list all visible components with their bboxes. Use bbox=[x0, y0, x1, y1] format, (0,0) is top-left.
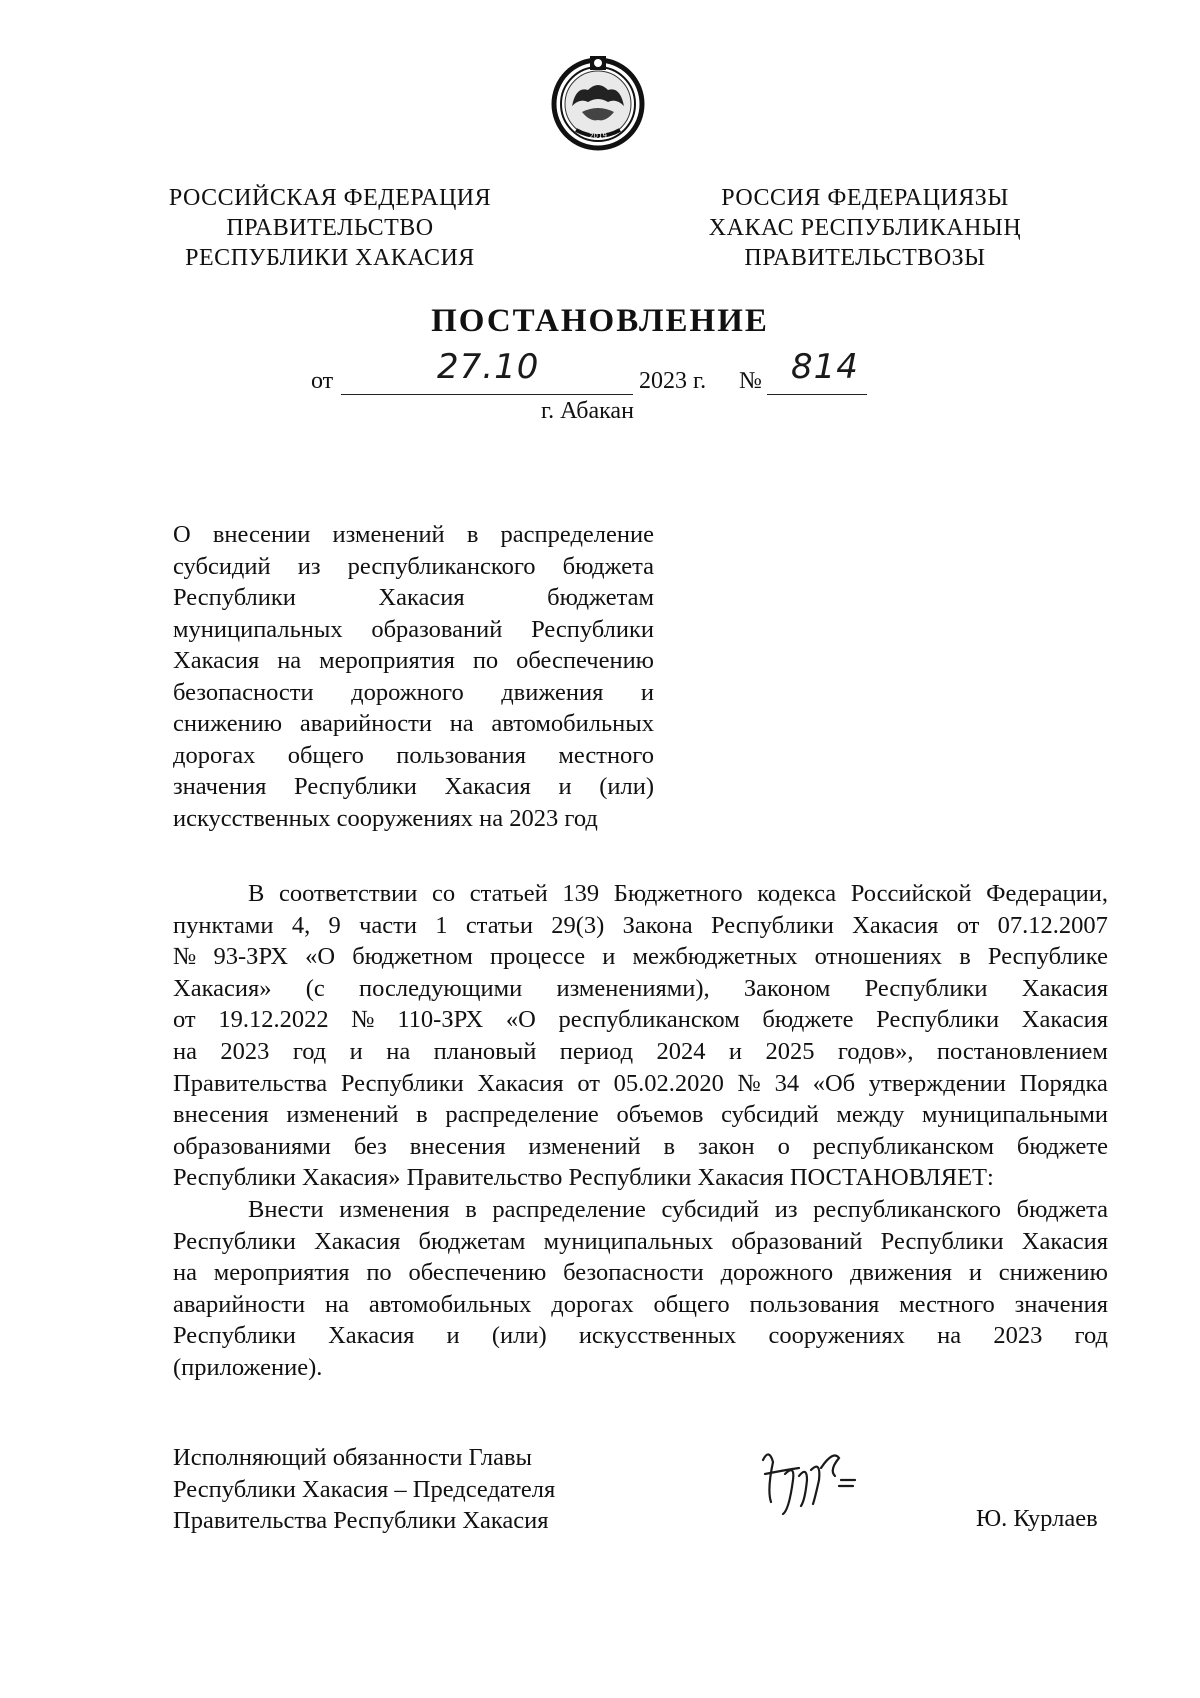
header-left bbox=[160, 183, 500, 273]
word: 93-ЗРХ bbox=[213, 943, 289, 971]
word: статьи bbox=[465, 911, 533, 939]
subject-line bbox=[173, 645, 654, 677]
word: движения bbox=[501, 678, 604, 706]
body-line bbox=[173, 1226, 1108, 1258]
word: дорожного bbox=[351, 678, 464, 706]
word: изменений bbox=[528, 1132, 641, 1160]
body-line: Республики Хакасия» Правительство Республики Хакасия ПОСТАНОВЛЯЕТ: bbox=[173, 1164, 994, 1192]
word: части bbox=[359, 911, 417, 939]
body-line bbox=[173, 1289, 1108, 1321]
word: о bbox=[777, 1132, 790, 1160]
word: год bbox=[1074, 1322, 1108, 1350]
word: бюджетам bbox=[547, 584, 654, 611]
header-left-line-1: РОССИЙСКАЯ ФЕДЕРАЦИЯ bbox=[168, 185, 492, 211]
word: в bbox=[663, 1132, 676, 1160]
body-line bbox=[173, 941, 1108, 973]
word: Законом bbox=[743, 974, 831, 1002]
word: изменениями), bbox=[556, 974, 710, 1002]
word: 4, bbox=[291, 911, 311, 939]
word: дорогах bbox=[551, 1290, 634, 1318]
body-text bbox=[173, 878, 1108, 1384]
svg-text:2019: 2019 bbox=[589, 132, 607, 140]
word: «О bbox=[305, 943, 336, 971]
word: дорожного bbox=[720, 1259, 834, 1287]
word: от bbox=[173, 1006, 196, 1034]
word: 2023 bbox=[220, 1037, 270, 1065]
word: от bbox=[577, 1069, 600, 1097]
word: Хакасия bbox=[1021, 1227, 1108, 1255]
word: на bbox=[386, 1037, 411, 1065]
word: со bbox=[432, 880, 456, 907]
word: Закона bbox=[622, 911, 693, 939]
word: распределение bbox=[445, 1101, 599, 1129]
number-label: № bbox=[739, 368, 762, 394]
word: изменений bbox=[286, 1101, 399, 1129]
word: бюджета bbox=[562, 552, 654, 580]
word: (с bbox=[305, 974, 325, 1002]
word: бюджете bbox=[762, 1006, 854, 1034]
word: внесения bbox=[409, 1132, 506, 1160]
subject-line bbox=[173, 614, 654, 646]
word: В bbox=[248, 880, 265, 907]
word: республиканского bbox=[813, 1195, 1001, 1223]
word: 9 bbox=[328, 911, 341, 939]
word: отношениях bbox=[814, 943, 943, 971]
word: пунктами bbox=[173, 911, 274, 939]
word: между bbox=[836, 1101, 905, 1129]
word: 2025 bbox=[765, 1037, 815, 1065]
word: Хакасия bbox=[378, 584, 465, 611]
word: безопасности bbox=[563, 1259, 704, 1287]
body-line bbox=[173, 1036, 1108, 1068]
word: образований bbox=[731, 1227, 863, 1255]
word: пользования bbox=[749, 1290, 880, 1318]
word: Внести bbox=[248, 1195, 324, 1223]
word: на bbox=[324, 1290, 349, 1318]
subject-line-text: искусственных сооружениях на 2023 год bbox=[173, 804, 598, 832]
word: статьей bbox=[469, 880, 548, 907]
word: Республики bbox=[294, 773, 417, 800]
word: мероприятия bbox=[319, 647, 455, 674]
word: 139 bbox=[562, 880, 600, 907]
word: в bbox=[416, 1101, 428, 1129]
word: Хакасия bbox=[173, 647, 260, 674]
header-right-line-2: ХАКАС РЕСПУБЛИКАНЫҢ bbox=[708, 215, 1022, 241]
word: республиканского bbox=[347, 552, 536, 580]
word: № bbox=[173, 943, 197, 971]
year-label: 2023 г. bbox=[639, 368, 707, 394]
word: соответствии bbox=[278, 880, 418, 907]
document-title: ПОСТАНОВЛЕНИЕ bbox=[431, 303, 769, 339]
word: «Об bbox=[812, 1069, 856, 1097]
word: движения bbox=[849, 1259, 953, 1287]
word: образований bbox=[371, 615, 503, 643]
word: муниципальными bbox=[922, 1101, 1108, 1129]
word: местного bbox=[899, 1290, 995, 1318]
subject-line bbox=[173, 677, 654, 709]
word: и bbox=[602, 943, 616, 971]
word: сооружениях bbox=[768, 1322, 905, 1350]
body-line bbox=[173, 1099, 1108, 1131]
body-line bbox=[173, 1068, 1108, 1100]
word: 05.02.2020 bbox=[613, 1069, 724, 1097]
word: на bbox=[449, 710, 474, 737]
word: 2024 bbox=[656, 1037, 706, 1065]
word: Республики bbox=[531, 615, 654, 643]
body-line bbox=[173, 1257, 1108, 1289]
word: значения bbox=[173, 773, 267, 800]
word: Республики bbox=[340, 1069, 464, 1097]
city-label: г. Абакан bbox=[541, 398, 634, 424]
word: Хакасия bbox=[314, 1227, 401, 1255]
word: на bbox=[937, 1322, 962, 1350]
word: Республики bbox=[864, 974, 988, 1002]
word: Хакасия bbox=[444, 773, 531, 800]
word: изменений bbox=[332, 521, 445, 548]
word: закон bbox=[698, 1132, 755, 1160]
word: распределение bbox=[492, 1195, 646, 1223]
word: годов», bbox=[837, 1037, 914, 1065]
word: бюджета bbox=[1016, 1195, 1108, 1223]
body-line: (приложение). bbox=[173, 1353, 323, 1381]
word: из bbox=[297, 552, 321, 580]
word: постановлением bbox=[936, 1037, 1108, 1065]
header-right-line-3: ПРАВИТЕЛЬСТВОЗЫ bbox=[744, 245, 986, 271]
word: и bbox=[640, 678, 654, 706]
word: Республики bbox=[880, 1227, 1004, 1255]
word: образованиями bbox=[173, 1132, 331, 1160]
word: республиканском bbox=[558, 1006, 740, 1034]
word: пользования bbox=[396, 741, 527, 769]
word: на bbox=[277, 647, 302, 674]
word: республиканском bbox=[812, 1132, 994, 1160]
word: бюджете bbox=[1016, 1132, 1108, 1160]
word: плановый bbox=[433, 1037, 537, 1065]
header-left-line-2: ПРАВИТЕЛЬСТВО bbox=[226, 215, 434, 241]
subject-line bbox=[173, 708, 654, 740]
word: последующими bbox=[359, 974, 523, 1002]
subject-line bbox=[173, 771, 654, 803]
word: общего bbox=[653, 1290, 730, 1318]
word: Республики bbox=[173, 1227, 296, 1255]
word: Российской bbox=[850, 880, 972, 907]
word: в bbox=[959, 943, 971, 971]
word: на bbox=[173, 1259, 197, 1287]
word: автомобильных bbox=[368, 1290, 532, 1318]
word: Республики bbox=[710, 911, 834, 939]
word: 1 bbox=[435, 911, 448, 939]
date-underline bbox=[341, 394, 633, 395]
word: по bbox=[472, 647, 499, 674]
signatory-position bbox=[173, 1442, 555, 1537]
word: безопасности bbox=[173, 678, 314, 706]
word: искусственных bbox=[578, 1322, 737, 1350]
word: обеспечению bbox=[516, 647, 654, 674]
word: от bbox=[956, 911, 980, 939]
word: местного bbox=[558, 741, 654, 769]
word: 110-ЗРХ bbox=[397, 1006, 484, 1034]
word: № bbox=[737, 1069, 761, 1097]
word: муниципальных bbox=[173, 615, 343, 643]
word: О bbox=[173, 521, 191, 548]
word: распределение bbox=[500, 521, 654, 548]
word: на bbox=[173, 1037, 197, 1065]
word: Хакасия bbox=[1021, 974, 1108, 1002]
word: утверждении bbox=[868, 1069, 1006, 1097]
word: по bbox=[366, 1259, 392, 1287]
subject-line bbox=[173, 803, 654, 835]
word: субсидий bbox=[173, 552, 271, 580]
word: субсидий bbox=[721, 1101, 819, 1129]
word: 34 bbox=[774, 1069, 800, 1097]
body-line bbox=[173, 1131, 1108, 1163]
subject-line bbox=[173, 519, 654, 551]
word: автомобильных bbox=[491, 710, 654, 737]
body-line bbox=[173, 878, 1108, 910]
word: мероприятия bbox=[213, 1259, 350, 1287]
word: изменения bbox=[339, 1195, 450, 1223]
subject-line bbox=[173, 740, 654, 772]
handwritten-signature bbox=[755, 1440, 885, 1520]
word: 19.12.2022 bbox=[218, 1006, 329, 1034]
word: год bbox=[292, 1037, 327, 1065]
word: Правительства bbox=[173, 1069, 328, 1097]
word: Республики bbox=[173, 584, 296, 611]
word: обеспечению bbox=[408, 1259, 547, 1287]
word: Хакасия bbox=[1021, 1006, 1108, 1034]
word: 29(3) bbox=[551, 911, 605, 939]
word: Республике bbox=[987, 943, 1108, 971]
from-label: от bbox=[311, 368, 334, 394]
word: муниципальных bbox=[543, 1227, 714, 1255]
word: Хакасия bbox=[328, 1322, 415, 1350]
header-right bbox=[700, 183, 1030, 273]
word: кодекса bbox=[757, 880, 837, 907]
body-line bbox=[173, 973, 1108, 1005]
word: процессе bbox=[489, 943, 586, 971]
word: снижению bbox=[173, 710, 283, 737]
word: без bbox=[353, 1132, 387, 1160]
body-line bbox=[173, 1004, 1108, 1036]
word: № bbox=[351, 1006, 375, 1034]
word: 07.12.2007 bbox=[997, 911, 1108, 939]
subject-line bbox=[173, 582, 654, 614]
handwritten-number: 814 bbox=[791, 347, 859, 387]
signatory-position-line: Исполняющий обязанности Главы bbox=[173, 1444, 533, 1471]
word: снижению bbox=[998, 1259, 1108, 1287]
word: Республики bbox=[173, 1322, 296, 1350]
signatory-position-line: Республики Хакасия – Председателя bbox=[173, 1475, 556, 1503]
word: и bbox=[558, 773, 572, 800]
word: внесении bbox=[212, 521, 311, 548]
word: межбюджетных bbox=[632, 943, 798, 971]
word: Федерации, bbox=[986, 880, 1108, 907]
coat-of-arms-emblem bbox=[546, 50, 650, 154]
word: значения bbox=[1014, 1290, 1108, 1318]
word: «О bbox=[505, 1006, 536, 1034]
signatory-position-line: Правительства Республики Хакасия bbox=[173, 1507, 549, 1534]
word: аварийности bbox=[173, 1290, 306, 1318]
signatory-name: Ю. Курлаев bbox=[976, 1505, 1098, 1532]
body-line bbox=[173, 1194, 1108, 1226]
word: дорогах bbox=[173, 741, 256, 769]
word: в bbox=[466, 521, 479, 548]
word: период bbox=[559, 1037, 634, 1065]
word: Республики bbox=[876, 1006, 1000, 1034]
word: бюджетам bbox=[418, 1227, 526, 1255]
header-right-line-1: РОССИЯ ФЕДЕРАЦИЯЗЫ bbox=[721, 185, 1009, 211]
word: Порядка bbox=[1019, 1069, 1108, 1097]
word: общего bbox=[287, 741, 364, 769]
word: объемов bbox=[616, 1101, 704, 1129]
word: Бюджетного bbox=[613, 880, 743, 907]
word: внесения bbox=[173, 1101, 269, 1129]
word: 2023 bbox=[993, 1322, 1043, 1350]
word: аварийности bbox=[299, 710, 432, 737]
word: Хакасия bbox=[477, 1069, 564, 1097]
word: (или) bbox=[491, 1322, 547, 1350]
handwritten-date: 27.10 bbox=[437, 347, 540, 387]
word: и bbox=[349, 1037, 363, 1065]
word: из bbox=[774, 1195, 798, 1223]
word: в bbox=[465, 1195, 477, 1223]
subject-line bbox=[173, 551, 654, 583]
word: и bbox=[728, 1037, 743, 1065]
subject-block bbox=[173, 519, 654, 834]
word: (или) bbox=[599, 773, 654, 800]
word: и bbox=[446, 1322, 460, 1350]
number-underline bbox=[767, 394, 867, 395]
word: и bbox=[968, 1259, 982, 1287]
word: Хакасия bbox=[852, 911, 939, 939]
header-left-line-3: РЕСПУБЛИКИ ХАКАСИЯ bbox=[185, 245, 475, 271]
body-line bbox=[173, 1320, 1108, 1352]
word: Хакасия» bbox=[173, 974, 272, 1002]
word: субсидий bbox=[661, 1195, 760, 1223]
body-line bbox=[173, 910, 1108, 942]
word: бюджетном bbox=[352, 943, 473, 971]
